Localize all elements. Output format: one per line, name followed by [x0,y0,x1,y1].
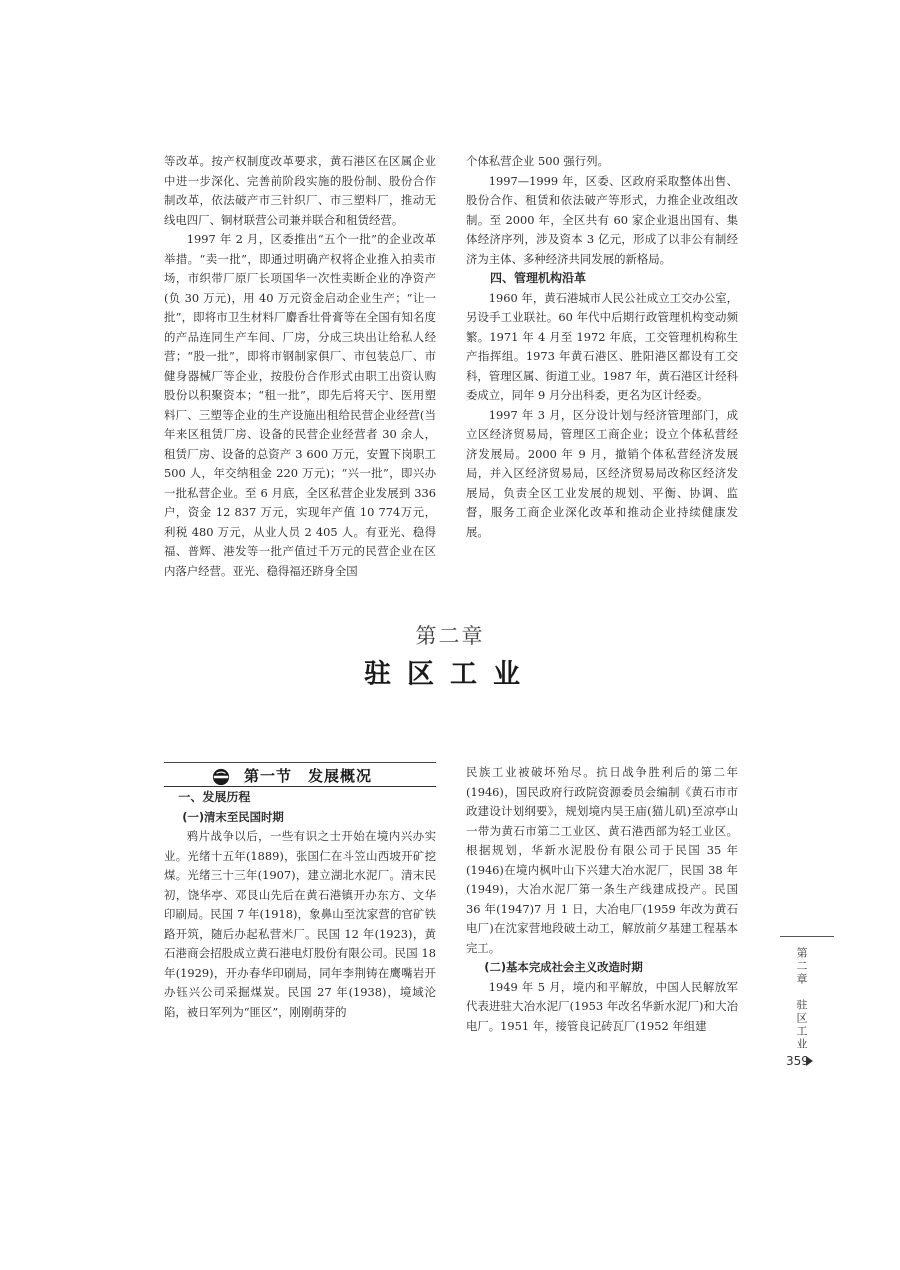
column-bottom-left [164,788,436,1022]
paragraph: 鸦片战争以后，一些有识之士开始在境内兴办实业。光绪十五年(1889)，张国仁在斗笠山西坡开矿挖煤。光绪三十三年(1907)，建立湖北水泥厂。清末民初，饶华亭、邓艮山先后在黄石港镇开办东方、文华印刷局。民国 7 年(1918)，象鼻山至沈家营的官矿铁路开筑，随后办起私营米厂。民国 12 年(1923)，黄石港商会招股成立黄石港电灯股份有限公司。民国 18 年(1929)，开办春华印刷局，同年李荆铸在鹰嘴岩开办钰兴公司采掘煤炭。民国 27 年(1938)，境域沦陷，被日军列为“匪区”，刚刚萌芽的 [164,829,436,1019]
section-logo-icon [212,768,230,786]
section-rule-top [164,762,436,763]
period-heading: (一)清末至民国时期 [182,809,284,824]
page-number: 359 [786,1054,809,1068]
section-header [164,762,436,790]
period-heading: (二)基本完成社会主义改造时期 [484,960,643,974]
section-heading: 四、管理机构沿革 [490,271,587,285]
paragraph: 1997 年 2 月，区委推出“五个一批”的企业改革举措。“卖一批”，即通过明确产权将企业推入拍卖市场，市织带厂原厂长项国华一次性卖断企业的净资产(负 30 万元)，用 40 万元资金启动企业生产；“让一批”，即将市卫生材料厂麝香壮骨膏等在全国有知名度的产品连同生产车间、厂房，分成三块出让给私人经营；“股一批”，即将市钢制家俱厂、市包装总厂、市健身器械厂等企业，按股份合作形式由职工出资认购股份以积聚资本；“租一批”，即先后将天宁、医用塑料厂、三塑等企业的生产设施出租给民营企业经营(当年来区租赁厂房、设备的民营企业经营者 30 余人，租赁厂房、设备的总资产 3 600 万元，安置下岗职工 500 人，年交纳租金 220 万元)；“兴一批”，即兴办一批私营企业。至 6 月底，全区私营企业发展到 336 户，资金 12 837 万元，实现年产值 10 774万元，利税 480 万元，从业人员 2 405 人。有亚光、稳得福、普辉、港发等一批产值过千万元的民营企业在区内落户经营。亚光、稳得福还跻身全国 [164,232,436,578]
chapter-side-tab [780,936,834,1051]
column-top-right [466,152,738,542]
section-rule-bottom [164,786,436,787]
paragraph: 等改革。按产权制度改革要求，黄石港区在区属企业中进一步深化、完善前阶段实施的股份制、股份合作制改革，依法破产市三针织厂、市三塑料厂，推动无线电四厂、铜材联营公司兼并联合和租赁经营。 [164,154,436,227]
side-tab-rule [780,936,834,937]
paragraph: 民族工业被破坏殆尽。抗日战争胜利后的第二年(1946)，国民政府行政院资源委员会编制《黄石市市政建设计划纲要》，规划境内吴王庙(猫儿矶)至凉亭山一带为黄石市第二工业区、黄石港西部为轻工业区。根据规划，华新水泥股份有限公司于民国 35 年(1946)在境内枫叶山下兴建大冶水泥厂，民国 38 年(1949)，大冶水泥厂第一条生产线建成投产。民国 36 年(1947)7 月 1 日，大冶电厂(1959 年改为黄石电厂)在沈家营地段破土动工，解放前夕基建工程基本完工。 [466,765,738,955]
column-bottom-right [466,763,738,1036]
column-top-left [164,152,436,581]
paragraph: 个体私营企业 500 强行列。 [466,154,609,168]
paragraph: 1949 年 5 月，境内和平解放，中国人民解放军代表进驻大冶水泥厂(1953 年改名华新水泥厂)和大冶电厂。1951 年，接管良记砖瓦厂(1952 年组建 [466,979,738,1033]
right-triangle-icon [806,1056,813,1066]
paragraph: 1997 年 3 月，区分设计划与经济管理部门，成立区经济贸易局，管理区工商企业；设立个体私营经济发展局。2000 年 9 月，撤销个体私营经济发展局，并入区经济贸易局，区经济贸易局改称区经济发展局，负责全区工业发展的规划、平衡、协调、监督，服务工商企业深化改革和推动企业持续健康发展。 [466,407,738,539]
chapter-number: 第二章 [415,624,485,648]
chapter-title: 驻区工业 [364,659,536,690]
paragraph: 1997—1999 年，区委、区政府采取整体出售、股份合作、租赁和依法破产等形式，力推企业改组改制。至 2000 年，全区共有 60 家企业退出国有、集体经济序列，涉及资本 3 亿元，形成了以非公有制经济为主体、多种经济共同发展的新格局。 [466,173,738,266]
side-tab-label: 第二章 驻区工业 [795,947,808,1051]
paragraph: 1960 年，黄石港城市人民公社成立工交办公室，另设手工业联社。60 年代中后期行政管理机构变动频繁。1971 年 4 月至 1972 年底，工交管理机构称生产指挥组。1973 年黄石港区、胜阳港区都设有工交科，管理区属、街道工业。1987 年，黄石港区计经科委成立，同年 9 月分出科委，更名为区计经委。 [466,290,738,402]
subsection-heading: 一、发展历程 [178,790,251,804]
section-title: 第一节 发展概况 [244,767,373,785]
